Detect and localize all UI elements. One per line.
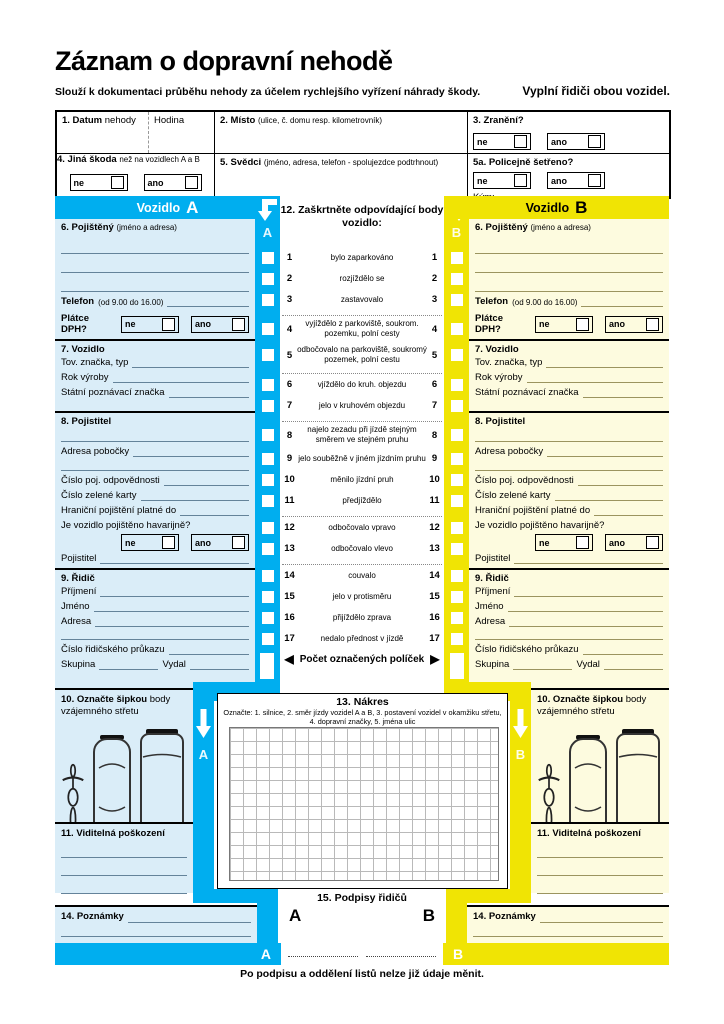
checkbox-square[interactable] <box>646 536 659 549</box>
field-line[interactable] <box>180 515 249 516</box>
lower-strip-b <box>510 699 531 890</box>
field-3-zraneni <box>468 112 669 153</box>
strip-checkbox[interactable] <box>451 349 463 361</box>
hodina-cell[interactable] <box>148 112 214 153</box>
film-strip-b <box>444 196 469 688</box>
strip-elbow2-b <box>446 889 531 903</box>
field-line[interactable] <box>133 456 249 457</box>
field-1-datum <box>57 112 215 153</box>
blank-line[interactable] <box>61 876 187 894</box>
checklist-item-row <box>282 421 442 448</box>
blank-line[interactable] <box>537 876 663 894</box>
form-subtitle: Slouží k dokumentaci průběhu nehody za účelem rychlejšího vyřízení náhrady škody. <box>55 86 481 98</box>
item-number-left: 9 <box>286 453 293 464</box>
section-11-poskozeni-a: 11. Viditelná poškození <box>55 822 193 893</box>
strip-checkbox[interactable] <box>262 633 274 645</box>
strip-connector-b <box>446 903 467 945</box>
vehicle-a-panel <box>55 219 255 688</box>
nakres-title: 13. Nákres <box>336 696 389 708</box>
bottom-bar-b <box>443 943 669 965</box>
blank-line[interactable] <box>475 457 663 471</box>
right-arrow-icon: ▶ <box>430 652 440 666</box>
field-line[interactable] <box>583 654 664 655</box>
strip-checkbox[interactable] <box>262 252 274 264</box>
section-6-pojisteny: 6. Pojištěný (jméno a adresa) Telefon (od 9.00 do 16.00) Plátce DPH? ne ano <box>469 219 669 339</box>
strip-checkbox[interactable] <box>451 543 463 555</box>
down-arrow-icon <box>193 707 214 741</box>
field-line[interactable] <box>132 367 249 368</box>
datum-label: 1. Datum <box>62 115 103 126</box>
strip-letter-b: B <box>451 225 462 240</box>
signature-letter-b: B <box>422 906 435 925</box>
field-line[interactable] <box>581 306 663 307</box>
item-number-right: 13 <box>429 543 440 554</box>
checklist-items <box>282 247 442 649</box>
strip-checkbox[interactable] <box>451 474 463 486</box>
strip-checkbox[interactable] <box>451 294 463 306</box>
strip-checkbox[interactable] <box>451 252 463 264</box>
checkbox-square[interactable] <box>185 176 198 189</box>
checkbox-zraneni-ne[interactable]: ne <box>473 133 531 150</box>
section-7-vozidlo: 7. Vozidlo Tov. značka, typ Rok výroby Státní poznávací značka <box>55 339 255 411</box>
blank-line[interactable] <box>61 858 187 876</box>
blank-line[interactable] <box>61 840 187 858</box>
strip-checkbox[interactable] <box>451 612 463 624</box>
svedci-label: 5. Svědci <box>220 157 262 168</box>
datum-label-rest: nehody <box>104 115 136 126</box>
item-text: vjíždělo do kruh. objezdu <box>317 379 407 389</box>
checkbox-square[interactable] <box>514 174 527 187</box>
item-number-left: 11 <box>284 495 295 506</box>
field-line[interactable] <box>508 611 663 612</box>
field-line[interactable] <box>604 669 663 670</box>
hodina-label: Hodina <box>154 115 185 126</box>
field-line[interactable] <box>113 382 249 383</box>
item-text: couvalo <box>348 570 376 580</box>
sketch-grid[interactable] <box>229 727 499 881</box>
item-text: vyjíždělo z parkoviště, soukrom. pozemku, polní cesty <box>305 319 419 338</box>
item-text: najelo zezadu při jízdě stejným směrem ve stejném pruhu <box>307 425 417 444</box>
strip-count-box-b[interactable] <box>450 653 464 679</box>
item-number-right: 3 <box>431 294 438 305</box>
checklist-item-row <box>282 448 442 469</box>
film-strip-a <box>255 196 280 688</box>
strip-checkbox[interactable] <box>262 294 274 306</box>
footer-warning: Po podpisu a oddělení listů nelze již údaje měnit. <box>240 968 484 980</box>
checkbox-policejne-ne[interactable]: ne <box>473 172 531 189</box>
item-number-right: 7 <box>431 400 438 411</box>
lower-strip-letter-a: A <box>198 747 209 762</box>
lower-strip-a <box>193 699 214 890</box>
fill-note: Vyplní řidiči obou vozidel. <box>522 84 670 98</box>
item-text: jelo v kruhovém objezdu <box>318 400 406 410</box>
strip-checkbox[interactable] <box>262 349 274 361</box>
field-line[interactable] <box>169 397 249 398</box>
section-11-poskozeni-b: 11. Viditelná poškození <box>531 822 669 893</box>
item-number-left: 7 <box>286 400 293 411</box>
policejne-label: 5a. Policejně šetřeno? <box>473 157 574 168</box>
checkbox-jina-skoda-ano[interactable]: ano <box>144 174 202 191</box>
nakres-note: Označte: 1. silnice, 2. směr jízdy vozidel A a B, 3. postavení vozidel v okamžiku střetu, <box>223 708 502 717</box>
field-line[interactable] <box>167 306 249 307</box>
item-number-right: 15 <box>429 591 440 602</box>
bottom-bar-a <box>55 943 281 965</box>
field-2-misto[interactable] <box>215 112 468 153</box>
checkbox-dph-ano[interactable]: ano <box>605 316 663 333</box>
item-text: zastavovalo <box>340 294 384 304</box>
checkbox-square[interactable] <box>588 135 601 148</box>
blank-line[interactable] <box>61 923 251 937</box>
item-number-right: 17 <box>429 633 440 644</box>
checklist-item-row <box>282 373 442 395</box>
checkbox-dph-ne[interactable]: ne <box>535 316 593 333</box>
strip-checkbox[interactable] <box>262 570 274 582</box>
section-6-pojisteny: 6. Pojištěný (jméno a adresa) Telefon (od 9.00 do 16.00) Plátce DPH? ne ano <box>55 219 255 339</box>
item-text: rozjíždělo se <box>339 273 385 283</box>
section-14-poznamky-b: 14. Poznámky <box>467 905 669 943</box>
strip-checkbox[interactable] <box>451 273 463 285</box>
item-number-left: 1 <box>286 252 293 263</box>
strip-elbow2-a <box>193 889 278 903</box>
field-line[interactable] <box>547 456 663 457</box>
item-number-left: 12 <box>284 522 295 533</box>
vehicle-a-header: Vozidlo A <box>55 196 280 219</box>
checkbox-square[interactable] <box>162 536 175 549</box>
item-number-right: 8 <box>431 429 438 441</box>
item-text: přijíždělo zprava <box>332 612 392 622</box>
checklist-item-row <box>282 607 442 628</box>
item-number-left: 5 <box>286 349 293 361</box>
bottom-bar-letter-b: B <box>453 946 464 962</box>
checklist-item-row <box>282 315 442 342</box>
section-10-strety-a: 10. Označte šipkou body vzájemného střetu <box>55 688 193 822</box>
signature-title: 15. Podpisy řidičů <box>317 892 407 904</box>
elbow-arrow-icon <box>255 198 280 224</box>
strip-checkbox[interactable] <box>451 591 463 603</box>
section-14-poznamky-a: 14. Poznámky <box>55 905 257 943</box>
checkbox-square[interactable] <box>588 174 601 187</box>
blank-line[interactable] <box>475 254 663 273</box>
vehicle-b-panel <box>469 219 669 688</box>
strip-checkbox[interactable] <box>262 379 274 391</box>
misto-label-rest: (ulice, č. domu resp. kilometrovník) <box>258 116 383 125</box>
strip-letter-a: A <box>262 225 273 240</box>
item-number-left: 17 <box>284 633 295 644</box>
field-line[interactable] <box>514 596 663 597</box>
item-text: odbočovalo vlevo <box>331 543 393 553</box>
blank-line[interactable] <box>61 254 249 273</box>
section-9-ridic: 9. Řidič Příjmení Jméno Adresa Číslo řidičského průkazu Skupina Vydal <box>469 568 669 688</box>
item-number-left: 15 <box>284 591 295 602</box>
item-text: jelo souběžně v jiném jízdním pruhu <box>298 453 426 463</box>
item-number-right: 5 <box>431 349 438 361</box>
strip-checkbox[interactable] <box>262 453 274 465</box>
strip-b-checkboxes <box>444 247 469 649</box>
item-number-right: 9 <box>431 453 438 464</box>
checklist-item-row <box>282 395 442 416</box>
field-line[interactable] <box>583 397 663 398</box>
checkbox-havarijni-ne[interactable]: ne <box>121 534 179 551</box>
signature-letter-a: A <box>289 906 302 925</box>
item-number-left: 10 <box>284 474 295 485</box>
datum-cell[interactable] <box>57 112 148 153</box>
strip-checkbox[interactable] <box>451 323 463 335</box>
checkbox-zraneni-ano[interactable]: ano <box>547 133 605 150</box>
nakres-note: 4. dopravní značky, 5. jména ulic <box>309 717 416 727</box>
item-number-left: 16 <box>284 612 295 623</box>
item-number-right: 16 <box>429 612 440 623</box>
checklist-item-row <box>282 342 442 368</box>
checkbox-dph-ano[interactable]: ano <box>191 316 249 333</box>
blank-line[interactable] <box>537 840 663 858</box>
item-text: jelo v protisměru <box>332 591 392 601</box>
blank-line[interactable] <box>473 923 663 937</box>
strip-checkbox[interactable] <box>451 522 463 534</box>
item-number-right: 14 <box>429 570 440 581</box>
blank-line[interactable] <box>475 273 663 292</box>
field-line[interactable] <box>128 922 251 923</box>
checkbox-square[interactable] <box>576 536 589 549</box>
strip-a-checkboxes <box>255 247 280 649</box>
checkbox-havarijni-ano[interactable]: ano <box>191 534 249 551</box>
item-number-left: 8 <box>286 429 293 441</box>
zraneni-label: 3. Zranění? <box>473 115 524 126</box>
left-arrow-icon: ◀ <box>284 652 294 666</box>
count-label: Počet označených políček <box>299 653 425 665</box>
strip-checkbox[interactable] <box>262 323 274 335</box>
item-number-right: 6 <box>431 379 438 390</box>
checkbox-square[interactable] <box>646 318 659 331</box>
strip-checkbox[interactable] <box>262 612 274 624</box>
checkbox-square[interactable] <box>162 318 175 331</box>
field-line[interactable] <box>527 382 663 383</box>
section-10-strety-b: 10. Označte šipkou body vzájemného střetu <box>531 688 669 822</box>
item-text: odbočovalo vpravo <box>328 522 396 532</box>
section-7-vozidlo: 7. Vozidlo Tov. značka, typ Rok výroby Státní poznávací značka <box>469 339 669 411</box>
blank-line[interactable] <box>61 457 249 471</box>
strip-checkbox[interactable] <box>451 570 463 582</box>
item-number-right: 4 <box>431 323 438 335</box>
checkbox-dph-ne[interactable]: ne <box>121 316 179 333</box>
item-number-left: 14 <box>284 570 295 581</box>
section-9-ridic: 9. Řidič Příjmení Jméno Adresa Číslo řidičského průkazu Skupina Vydal <box>55 568 255 688</box>
item-number-left: 13 <box>284 543 295 554</box>
field-line[interactable] <box>514 563 663 564</box>
strip-checkbox[interactable] <box>451 495 463 507</box>
jina-skoda-label: 4. Jiná škoda <box>57 154 117 165</box>
field-line[interactable] <box>578 485 663 486</box>
top-form-table <box>55 110 671 199</box>
section-12-checklist <box>280 196 444 690</box>
strip-checkbox[interactable] <box>262 543 274 555</box>
signature-line-b[interactable] <box>366 946 436 957</box>
checkbox-square[interactable] <box>514 135 527 148</box>
svedci-label-rest: (jméno, adresa, telefon - spolujezdce podtrhnout) <box>263 158 439 167</box>
field-line[interactable] <box>100 563 249 564</box>
checklist-item-row <box>282 564 442 586</box>
strip-checkbox[interactable] <box>262 591 274 603</box>
blank-line[interactable] <box>537 858 663 876</box>
field-line[interactable] <box>540 922 663 923</box>
section-15-podpisy <box>281 890 443 965</box>
field-line[interactable] <box>99 669 158 670</box>
strip-connector-a <box>257 903 278 945</box>
blank-line[interactable] <box>61 273 249 292</box>
strip-checkbox[interactable] <box>451 429 463 441</box>
count-row <box>280 652 444 666</box>
item-text: nedalo přednost v jízdě <box>320 633 404 643</box>
lower-strip-letter-b: B <box>515 747 526 762</box>
misto-label: 2. Místo <box>220 115 256 126</box>
blank-line[interactable] <box>475 429 663 442</box>
item-text: měnilo jízdní pruh <box>330 474 394 484</box>
checklist-item-row <box>282 490 442 511</box>
item-number-right: 11 <box>429 495 440 506</box>
checkbox-square[interactable] <box>576 318 589 331</box>
blank-line[interactable] <box>475 627 663 640</box>
jina-skoda-label-rest: než na vozidlech A a B <box>119 155 200 164</box>
checklist-item-row <box>282 289 442 310</box>
checklist-item-row <box>282 628 442 649</box>
checkbox-square[interactable] <box>232 318 245 331</box>
strip-checkbox[interactable] <box>262 400 274 412</box>
blank-line[interactable] <box>61 235 249 254</box>
blank-line[interactable] <box>61 627 249 640</box>
strip-checkbox[interactable] <box>451 400 463 412</box>
field-line[interactable] <box>95 626 249 627</box>
bottom-bar-letter-a: A <box>260 946 271 962</box>
strip-checkbox[interactable] <box>262 474 274 486</box>
field-line[interactable] <box>100 596 249 597</box>
field-line[interactable] <box>513 669 572 670</box>
checklist-item-row <box>282 268 442 289</box>
field-line[interactable] <box>546 367 663 368</box>
strip-checkbox[interactable] <box>451 633 463 645</box>
field-line[interactable] <box>190 669 249 670</box>
item-number-right: 1 <box>431 252 438 263</box>
checkbox-square[interactable] <box>232 536 245 549</box>
item-text: odbočovalo na parkoviště, soukromý pozemek, polní cestu <box>297 345 427 364</box>
checkbox-havarijni-ano[interactable]: ano <box>605 534 663 551</box>
item-text: předjíždělo <box>342 495 382 505</box>
checkbox-jina-skoda-ne[interactable]: ne <box>70 174 128 191</box>
field-line[interactable] <box>164 485 249 486</box>
item-number-right: 12 <box>429 522 440 533</box>
checklist-title: 12. Zaškrtněte odpovídající body vozidlo: <box>280 204 444 230</box>
strip-checkbox[interactable] <box>262 522 274 534</box>
strip-checkbox[interactable] <box>262 495 274 507</box>
field-line[interactable] <box>141 500 249 501</box>
checklist-item-row <box>282 586 442 607</box>
field-line[interactable] <box>94 611 249 612</box>
checkbox-policejne-ano[interactable]: ano <box>547 172 605 189</box>
strip-checkbox[interactable] <box>451 453 463 465</box>
item-number-right: 10 <box>429 474 440 485</box>
field-line[interactable] <box>594 515 663 516</box>
down-arrow-icon <box>510 707 531 741</box>
blank-line[interactable] <box>61 429 249 442</box>
section-8-pojistitel: 8. Pojistitel Adresa pobočky Číslo poj. odpovědnosti Číslo zelené karty Hraniční pojištění platné do Je vozidlo pojištěno havarijně? ne ano Pojistitel <box>55 411 255 568</box>
item-number-left: 3 <box>286 294 293 305</box>
strip-checkbox[interactable] <box>262 273 274 285</box>
checklist-item-row <box>282 516 442 538</box>
field-line[interactable] <box>509 626 663 627</box>
field-line[interactable] <box>169 654 250 655</box>
signature-line-a[interactable] <box>288 946 358 957</box>
vehicle-b-header: Vozidlo B <box>444 196 669 219</box>
section-13-nakres <box>217 693 508 889</box>
item-number-left: 2 <box>286 273 293 284</box>
item-text: bylo zaparkováno <box>330 252 394 262</box>
field-line[interactable] <box>555 500 663 501</box>
section-8-pojistitel: 8. Pojistitel Adresa pobočky Číslo poj. odpovědnosti Číslo zelené karty Hraniční pojištění platné do Je vozidlo pojištěno havarijně? ne ano Pojistitel <box>469 411 669 568</box>
checklist-item-row <box>282 469 442 490</box>
strip-count-box-a[interactable] <box>260 653 274 679</box>
item-number-left: 4 <box>286 323 293 335</box>
checkbox-square[interactable] <box>111 176 124 189</box>
checklist-item-row <box>282 247 442 268</box>
blank-line[interactable] <box>475 235 663 254</box>
strip-checkbox[interactable] <box>451 379 463 391</box>
checkbox-havarijni-ne[interactable]: ne <box>535 534 593 551</box>
item-number-left: 6 <box>286 379 293 390</box>
page-title: Záznam o dopravní nehodě <box>55 46 393 76</box>
item-number-right: 2 <box>431 273 438 284</box>
checklist-item-row <box>282 538 442 559</box>
top-form-row-1 <box>57 112 669 154</box>
strip-checkbox[interactable] <box>262 429 274 441</box>
